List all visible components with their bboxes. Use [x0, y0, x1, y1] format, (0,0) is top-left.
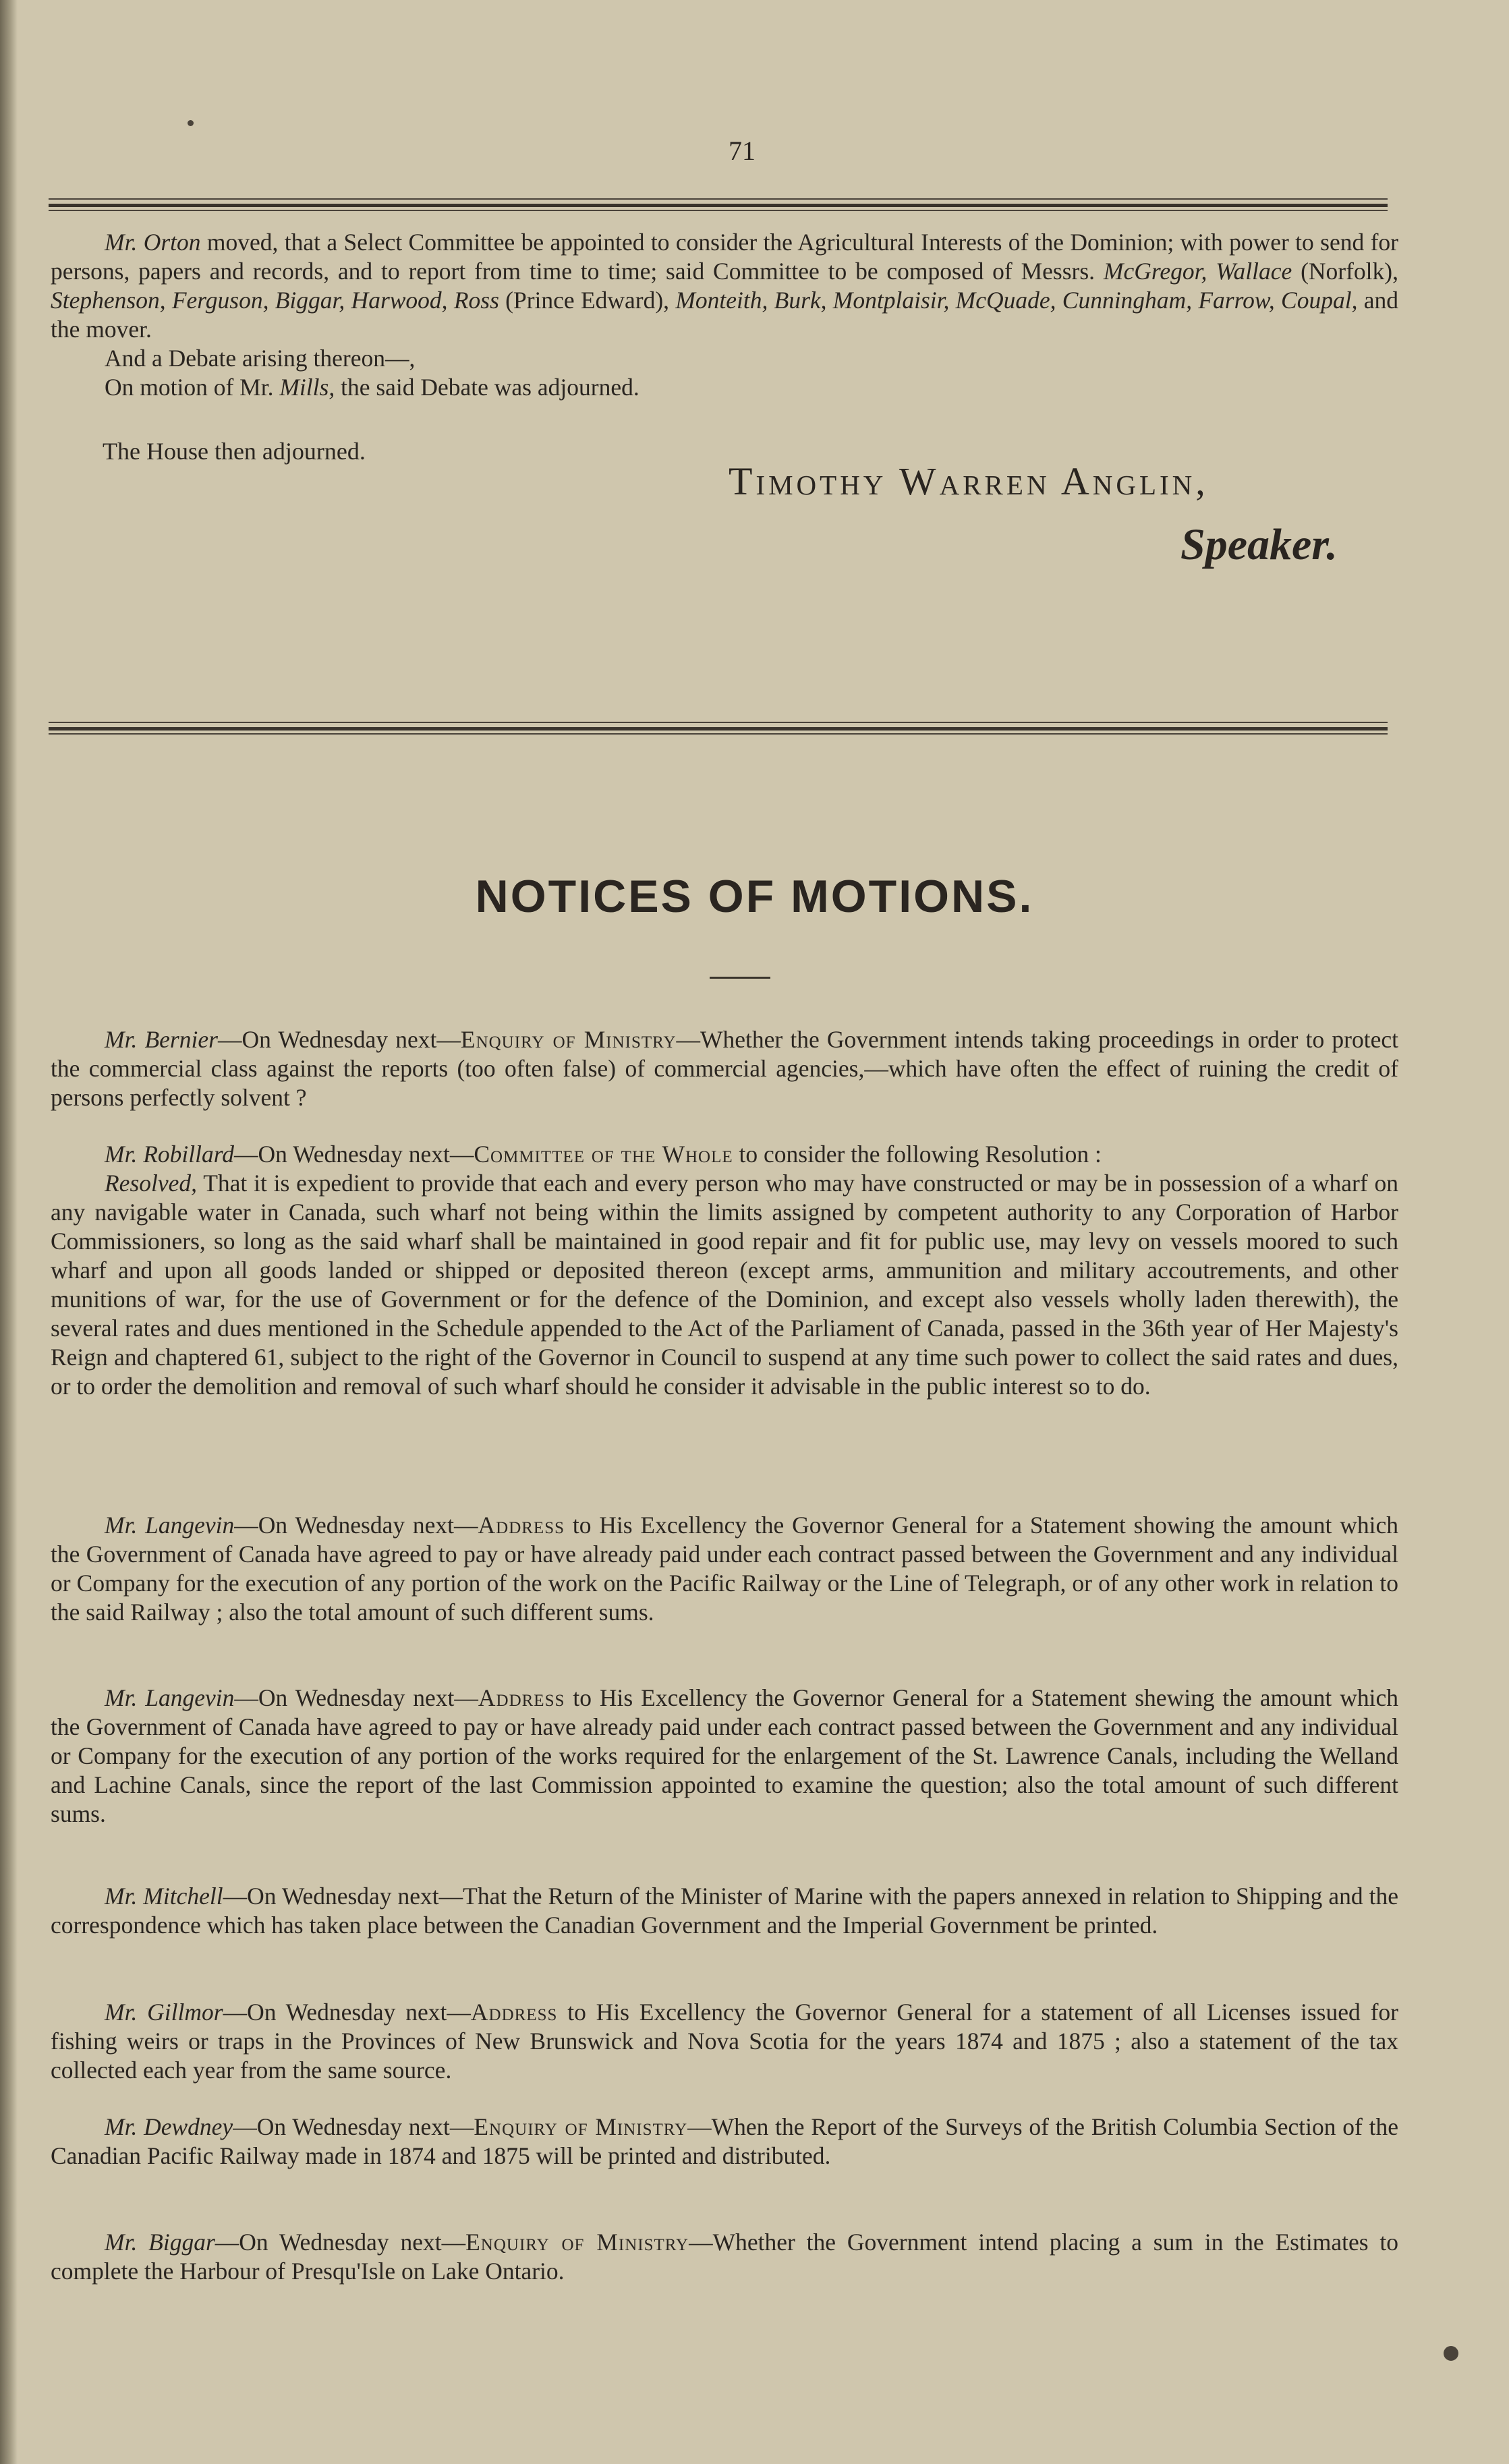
- speaker-signature-name: Timothy Warren Anglin,: [729, 459, 1209, 503]
- notice-item: Mr. Dewdney—On Wednesday next—Enquiry of Ministry—When the Report of the Surveys of the British Columbia Section of the Canadian Pacific Railway made in 1874 and 1875 will be printed and distributed.: [51, 2113, 1398, 2169]
- page-number: 71: [729, 136, 756, 166]
- notice-item: Mr. Robillard—On Wednesday next—Committee of the Whole to consider the following Resolution : Resolved, That it is expedient to provide that each and every person who may have constructed or may be in possession of a wharf on any navigable water in Canada, such wharf not being within the limits assigned by competent authority to any Corporation of Harbor Commissioners, so long as the said wharf shall be maintained in good repair and fit for public use, may levy on vessels moored to such wharf and upon all goods landed or shipped or deposited thereon (except arms, ammunition and military accoutrements, and other munitions of war, for the use of Government or for the defence of the Dominion, and except also vessels wholly laden therewith), the several rates and dues mentioned in the Schedule appended to the Act of the Parliament of Canada, passed in the 36th year of Her Majesty's Reign and chaptered 61, subject to the right of the Governor in Council to suspend at any time such power to collect the said rates and dues, or to order the demolition and removal of such wharf should he consider it advisable in the public interest so to do.: [51, 1141, 1398, 1400]
- notice-item: Mr. Mitchell—On Wednesday next—That the Return of the Minister of Marine with the papers annexed in relation to Shipping and the correspondence which has taken place between the Canadian Government and the Imperial Government be printed.: [51, 1883, 1398, 1939]
- notice-kind: Enquiry of Ministry: [474, 2113, 688, 2140]
- notice-member: Mr. Langevin: [105, 1684, 235, 1711]
- book-spine-shadow: [0, 0, 18, 2464]
- resolved-label: Resolved,: [105, 1170, 198, 1197]
- heading-underline: [710, 977, 770, 979]
- notice-member: Mr. Mitchell: [105, 1883, 223, 1910]
- ink-spot: [1444, 2346, 1458, 2361]
- motion-member: Mr. Orton: [105, 229, 201, 256]
- notice-kind: Committee of the Whole: [474, 1141, 733, 1168]
- notice-kind: Address: [470, 1999, 558, 2026]
- ink-spot: [188, 120, 194, 126]
- notice-kind: Enquiry of Ministry: [460, 1026, 677, 1053]
- house-adjourned-line: The House then adjourned.: [103, 438, 366, 465]
- section-divider-rule: [49, 720, 1388, 734]
- notice-member: Mr. Biggar: [105, 2229, 215, 2256]
- notice-item: Mr. Bernier—On Wednesday next—Enquiry of Ministry—Whether the Government intends taking proceedings in order to protect the commercial class against the reports (too often false) of commercial agencies,—which have often the effect of ruining the credit of persons perfectly solvent ?: [51, 1026, 1398, 1111]
- notice-kind: Enquiry of Ministry: [465, 2229, 689, 2256]
- notice-member: Mr. Robillard: [105, 1141, 234, 1168]
- notice-item: Mr. Langevin—On Wednesday next—Address to His Excellency the Governor General for a Statement showing the amount which the Government of Canada have agreed to pay or have already paid under each contract passed between the Government and any individual or Company for the execution of any portion of the work on the Pacific Railway or the Line of Telegraph, or of any other work in relation to the said Railway ; also the total amount of such different sums.: [51, 1512, 1398, 1626]
- minutes-motion: [51, 228, 1398, 402]
- speaker-title: Speaker.: [1180, 520, 1338, 569]
- notice-kind: Address: [478, 1684, 565, 1711]
- notice-kind: Address: [478, 1512, 565, 1539]
- notice-member: Mr. Langevin: [105, 1512, 235, 1539]
- notice-item: Mr. Langevin—On Wednesday next—Address to His Excellency the Governor General for a Statement shewing the amount which the Government of Canada have agreed to pay or have already paid under each contract passed between the Government and any individual or Company for the execution of any portion of the works required for the enlargement of the St. Lawrence Canals, including the Welland and Lachine Canals, since the report of the last Commission appointed to examine the question; also the total amount of such different sums.: [51, 1684, 1398, 1827]
- adjourn-motion-line: On motion of Mr. Mills, the said Debate was adjourned.: [105, 374, 639, 401]
- notice-member: Mr. Bernier: [105, 1026, 218, 1053]
- notice-member: Mr. Gillmor: [105, 1999, 223, 2026]
- section-heading: NOTICES OF MOTIONS.: [475, 871, 1034, 922]
- notice-item: Mr. Gillmor—On Wednesday next—Address to His Excellency the Governor General for a statement of all Licenses issued for fishing weirs or traps in the Provinces of New Brunswick and Nova Scotia for the years 1874 and 1875 ; also a statement of the tax collected each year from the same source.: [51, 1999, 1398, 2084]
- notice-item: Mr. Biggar—On Wednesday next—Enquiry of Ministry—Whether the Government intend placing a sum in the Estimates to complete the Harbour of Presqu'Isle on Lake Ontario.: [51, 2229, 1398, 2285]
- top-divider-rule: [49, 197, 1388, 210]
- notice-member: Mr. Dewdney: [105, 2113, 233, 2140]
- debate-line: And a Debate arising thereon—,: [105, 345, 416, 372]
- resolution-text: That it is expedient to provide that each and every person who may have constructed or may be in possession of a wharf on any navigable water in Canada, such wharf not being within the limits assigned by competent authority to any Corporation of Harbor Commissioners, so long as the said wharf shall be maintained in good repair and fit for public use, may levy on vessels moored to such wharf and upon all goods landed or shipped or deposited thereon (except arms, ammunition and military accoutrements, and other munitions of war, for the use of Government or for the defence of the Dominion, and except also vessels wholly laden therewith), the several rates and dues mentioned in the Schedule appended to the Act of the Parliament of Canada, passed in the 36th year of Her Majesty's Reign and chaptered 61, subject to the right of the Governor in Council to suspend at any time such power to collect the said rates and dues, or to order the demolition and removal of such wharf should he consider it advisable in the public interest so to do.: [51, 1170, 1398, 1400]
- orton-motion-paragraph: Mr. Orton moved, that a Select Committee be appointed to consider the Agricultural Interests of the Dominion; with power to send for persons, papers and records, and to report from time to time; said Committee to be composed of Messrs. McGregor, Wallace (Norfolk), Stephenson, Ferguson, Biggar, Harwood, Ross (Prince Edward), Monteith, Burk, Montplaisir, McQuade, Cunningham, Farrow, Coupal, and the mover.: [51, 229, 1398, 343]
